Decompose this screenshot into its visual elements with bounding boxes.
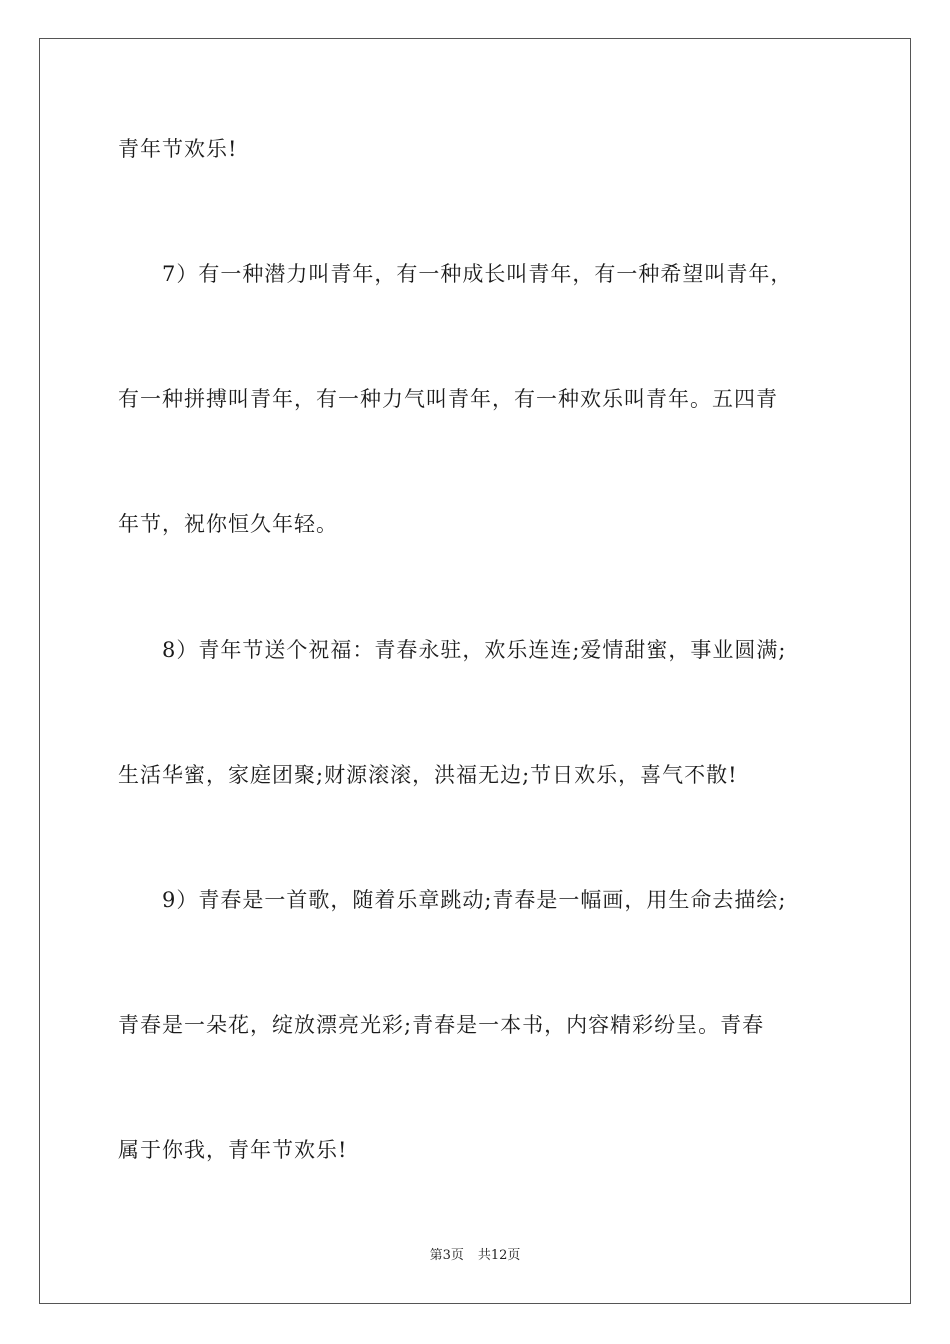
item-8-line-1: 8）青年节送个祝福：青春永驻，欢乐连连;爱情甜蜜，事业圆满;: [162, 638, 787, 662]
item-8-line-2: 生活华蜜，家庭团聚;财源滚滚，洪福无边;节日欢乐，喜气不散!: [118, 763, 738, 787]
item-7-line-1: 7）有一种潜力叫青年，有一种成长叫青年，有一种希望叫青年，: [162, 262, 793, 286]
item-7-line-3: 年节，祝你恒久年轻。: [118, 512, 338, 536]
text-line: 青年节欢乐!: [118, 137, 238, 161]
item-9-line-1: 9）青春是一首歌，随着乐章跳动;青春是一幅画，用生命去描绘;: [162, 888, 787, 912]
page-total: 共12页: [477, 1248, 521, 1263]
item-7-line-2: 有一种拼搏叫青年，有一种力气叫青年，有一种欢乐叫青年。五四青: [118, 387, 778, 411]
page-footer: [40, 1247, 910, 1265]
page-number: 第3页: [429, 1248, 464, 1263]
item-9-line-2: 青春是一朵花，绽放漂亮光彩;青春是一本书，内容精彩纷呈。青春: [118, 1013, 765, 1037]
item-9-line-3: 属于你我，青年节欢乐!: [118, 1138, 348, 1162]
document-page: [39, 38, 911, 1304]
